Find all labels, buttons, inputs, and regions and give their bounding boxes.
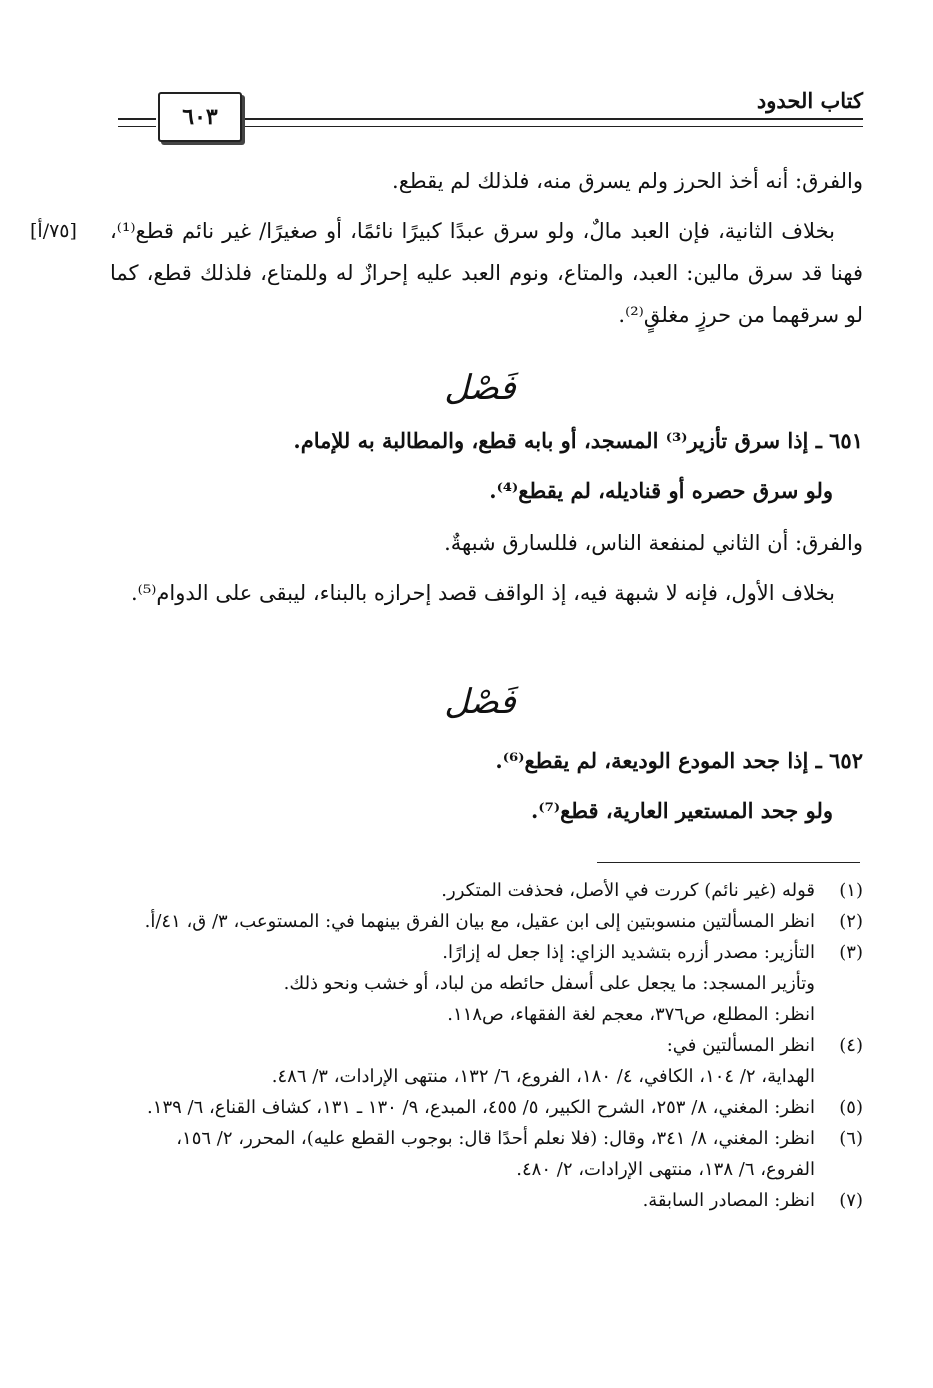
footnote-text: انظر: المغني، ٨/ ٢٥٣، الشرح الكبير، ٥/ ٤٥٥، المبدع، ٩/ ١٣٠ ـ ١٣١، كشاف القناع، ٦/ ١٣٩. — [147, 1097, 815, 1118]
footnote-text: انظر: المصادر السابقة. — [642, 1190, 815, 1211]
footnote-number: (٢) — [839, 911, 863, 932]
footnote-item — [120, 999, 863, 1030]
footnote-number: (٥) — [839, 1097, 863, 1118]
footnote-item — [120, 937, 863, 968]
paragraph-difference-1: والفرق: أنه أخذ الحرز ولم يسرق منه، فلذلك لم يقطع. — [392, 169, 863, 193]
footnote-number: (٦) — [839, 1128, 863, 1149]
paragraph-contrast-1: بخلاف الثانية، فإن العبد مالٌ، ولو سرق عبدًا كبيرًا نائمًا، أو صغيرًا/ غير نائم قطع⁽¹⁾، فهنا قد سرق مالين: العبد، والمتاع، ونوم العبد عليه إحرازٌ له وللمتاع، فلذلك قطع، كما لو سرقهما من حرزٍ مغلقٍ⁽²⁾. — [110, 219, 863, 327]
footnote-item — [120, 1123, 863, 1185]
footnote-item — [120, 968, 863, 999]
footnote-item — [120, 1061, 863, 1092]
page-number: ٦٠٣ — [182, 104, 218, 130]
footnote-number: (٣) — [839, 942, 863, 963]
footnote-text: انظر المسألتين منسوبتين إلى ابن عقيل، مع بيان الفرق بينهما في: المستوعب، ٣/ ق، ٤١/أ. — [144, 911, 815, 932]
footnote-number: (٧) — [839, 1190, 863, 1211]
footnote-item — [120, 1030, 863, 1061]
footnote-text: وتأزير المسجد: ما يجعل على أسفل حائطه من لباد، أو خشب ونحو ذلك. — [283, 973, 815, 994]
section-heading-fasl-2: فَصْل — [444, 682, 516, 722]
footnote-item — [120, 906, 863, 937]
footnote-text: التأزير: مصدر أزره بتشديد الزاي: إذا جعل له إزارًا. — [442, 942, 815, 963]
paragraph-difference-2: والفرق: أن الثاني لمنفعة الناس، فللسارق شبهةٌ. — [444, 531, 863, 555]
footnote-text: انظر المسألتين في: — [666, 1035, 815, 1056]
footnote-number — [815, 999, 863, 1030]
footnote-number — [815, 1061, 863, 1092]
footnote-item — [120, 875, 863, 906]
footnote-item — [120, 1185, 863, 1216]
footnote-text: الهداية، ٢/ ١٠٤، الكافي، ٤/ ١٨٠، الفروع، ٦/ ١٣٢، منتهى الإرادات، ٣/ ٤٨٦. — [271, 1066, 815, 1087]
footnotes-section — [120, 875, 863, 1216]
paragraph-contrast-2: بخلاف الأول، فإنه لا شبهة فيه، إذ الواقف قصد إحرازه بالبناء، ليبقى على الدوام⁽⁵⁾. — [130, 581, 835, 605]
footnote-number: (٤) — [839, 1035, 863, 1056]
issue-651: ٦٥١ ـ إذا سرق تأزير⁽³⁾ المسجد، أو بابه قطع، والمطالبة به للإمام. — [293, 428, 863, 453]
running-header-title: كتاب الحدود — [756, 88, 863, 113]
issue-652-second: ولو جحد المستعير العارية، قطع⁽⁷⁾. — [531, 798, 833, 823]
footnote-text: انظر: المغني، ٨/ ٣٤١، وقال: (فلا نعلم أحدًا قال: بوجوب القطع عليه)، المحرر، ٢/ ١٥٦، الفروع، ٦/ ١٣٨، منتهى الإرادات، ٢/ ٤٨٠. — [176, 1128, 815, 1180]
footnote-text: انظر: المطلع، ص٣٧٦، معجم لغة الفقهاء، ص١١٨. — [447, 1004, 815, 1025]
header-rule-left — [118, 118, 156, 127]
footnote-number — [815, 968, 863, 999]
footnote-item — [120, 1092, 863, 1123]
issue-651-second: ولو سرق حصره أو قناديله، لم يقطع⁽⁴⁾. — [489, 478, 833, 503]
footnote-number: (١) — [839, 880, 863, 901]
footnote-text: قوله (غير نائم) كررت في الأصل، فحذفت المتكرر. — [441, 880, 815, 901]
issue-652: ٦٥٢ ـ إذا جحد المودع الوديعة، لم يقطع⁽⁶⁾. — [495, 748, 863, 773]
footnote-separator — [597, 862, 860, 863]
page-number-box — [158, 92, 242, 142]
header-rule — [240, 118, 863, 127]
section-heading-fasl-1: فَصْل — [444, 368, 516, 408]
margin-folio-note: [٧٥/أ] — [30, 220, 77, 242]
